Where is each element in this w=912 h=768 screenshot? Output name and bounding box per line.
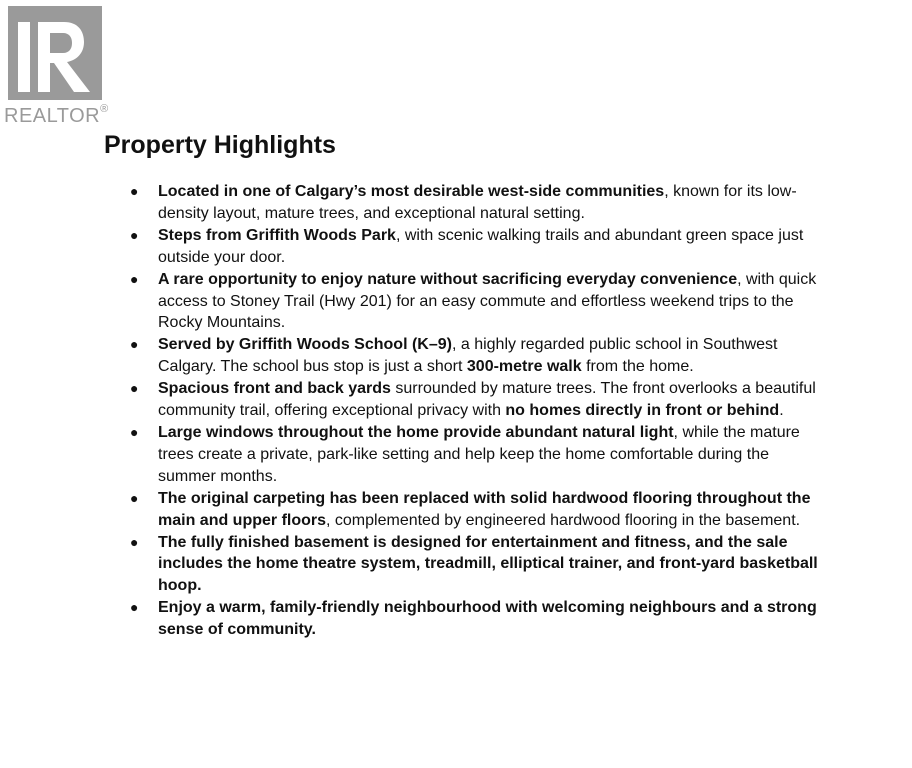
list-item	[130, 378, 820, 422]
item-text-tail: .	[779, 402, 784, 420]
list-item	[130, 225, 820, 269]
item-bold-lead: The original carpeting has been replaced with solid hardwood flooring throughout the main and upper floors	[158, 489, 811, 529]
item-bold-lead: Steps from Griffith Woods Park	[158, 226, 396, 244]
item-bold-inline: no homes directly in front or behind	[505, 402, 780, 420]
list-item	[130, 269, 820, 335]
item-bold-lead: Served by Griffith Woods School (K–9)	[158, 336, 452, 354]
item-text: , complemented by engineered hardwood flooring in the basement.	[326, 511, 801, 529]
item-bold-lead: Large windows throughout the home provide abundant natural light	[158, 423, 674, 441]
bullet-icon: ●	[130, 380, 139, 397]
highlights-list	[130, 181, 820, 641]
item-bold-lead: The fully finished basement is designed for entertainment and fitness, and the sale includes the home theatre system, treadmill, elliptical trainer, and front-yard basketball hoop.	[158, 533, 818, 595]
bullet-icon: ●	[130, 336, 139, 353]
realtor-wordmark	[4, 103, 109, 127]
item-text: , known for its low-density layout, mature trees, and exceptional natural setting.	[158, 183, 797, 222]
item-text: , while the mature trees create a private, park-like setting and help keep the home comfortable during the summer months.	[158, 423, 800, 485]
item-bold-lead: Enjoy a warm, family-friendly neighbourhood with welcoming neighbours and a strong sense of community.	[158, 599, 817, 639]
registered-mark: ®	[100, 103, 109, 115]
list-item	[130, 597, 820, 641]
list-item	[130, 422, 820, 488]
page-title: Property Highlights	[104, 131, 336, 159]
item-bold-lead: Located in one of Calgary’s most desirable west-side communities	[158, 183, 665, 200]
list-item	[130, 532, 820, 598]
list-item	[130, 181, 820, 225]
list-item	[130, 334, 820, 378]
item-text: , a highly regarded public school in Southwest Calgary. The school bus stop is just a short	[158, 336, 778, 376]
item-text: , with quick access to Stoney Trail (Hwy 201) for an easy commute and effortless weekend trips to the Rocky Mountains.	[158, 270, 817, 332]
item-text: , with scenic walking trails and abundant green space just outside your door.	[158, 226, 804, 266]
item-text-tail: from the home.	[581, 358, 694, 376]
list-item	[130, 488, 820, 532]
bullet-icon: ●	[130, 183, 139, 199]
bullet-icon: ●	[130, 489, 139, 506]
bullet-icon: ●	[130, 226, 139, 243]
realtor-watermark	[4, 6, 108, 126]
bullet-icon: ●	[130, 599, 139, 616]
item-bold-lead: Spacious front and back yards	[158, 380, 391, 398]
realtor-wordmark-text: REALTOR	[4, 105, 101, 127]
item-text: surrounded by mature trees. The front overlooks a beautiful community trail, offering exceptional privacy with	[158, 380, 816, 420]
item-bold-inline: 300-metre walk	[466, 358, 582, 376]
realtor-r-logo-icon	[8, 6, 102, 100]
bullet-icon: ●	[130, 270, 139, 287]
item-bold-lead: A rare opportunity to enjoy nature without sacrificing everyday convenience	[158, 270, 738, 288]
bullet-icon: ●	[130, 533, 139, 550]
bullet-icon: ●	[130, 423, 139, 440]
